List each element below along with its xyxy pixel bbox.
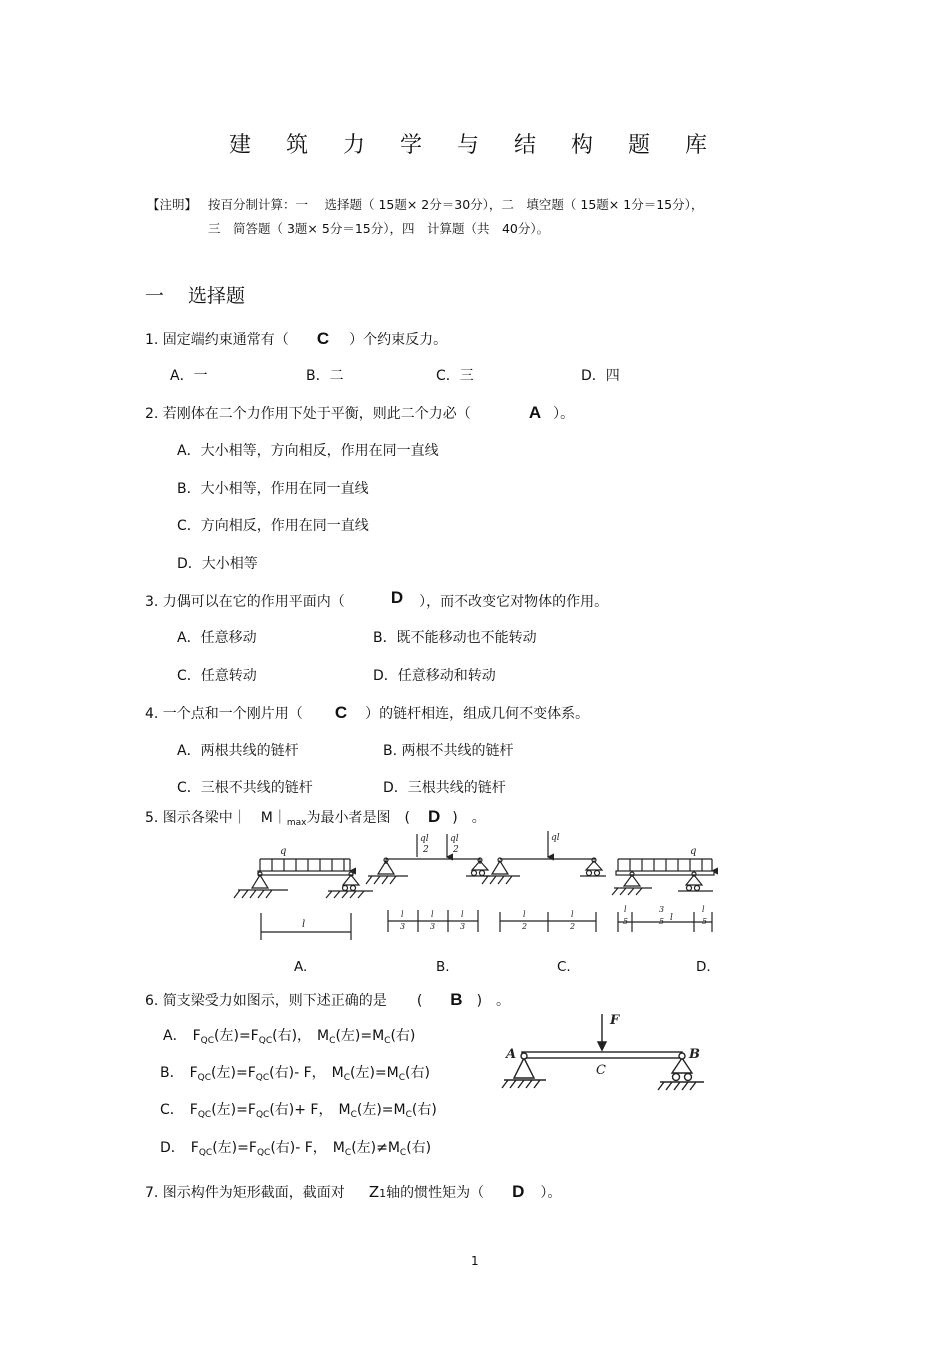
note-line-1: 按百分制计算：一 选择题（ 15题× 2分＝30分），二 填空题（ 15题× 1分＝15分）， — [208, 197, 704, 212]
q5-fig-label-a: A. — [294, 959, 308, 975]
question-4-text-end: ）的链杆相连，组成几何不变体系。 — [365, 706, 590, 722]
section-title: 选择题 — [188, 285, 246, 307]
question-4 — [145, 703, 589, 723]
q1-option-d: D．四 — [581, 368, 620, 384]
question-2-answer: A — [528, 403, 542, 422]
q6-option-b: B． $F_{QC}$(左)$=F_{QC}$(右)- F， $M_C$(左)$=M_C$(右) — [160, 1065, 430, 1083]
question-6 — [145, 990, 510, 1010]
question-7-text-mid: 轴的惯性矩为（ — [386, 1185, 485, 1201]
beam-b-2-label-2: 2 — [453, 845, 459, 855]
question-3-text: 3. 力偶可以在它的作用平面内（ — [145, 594, 345, 610]
q6-point-b-label: B — [689, 1047, 700, 1062]
beam-c-d1: 2 — [522, 922, 528, 931]
question-5-answer: D — [427, 807, 441, 826]
question-7-text: 7. 图示构件为矩形截面，截面对 — [145, 1185, 345, 1201]
beam-d-l1: l — [624, 905, 627, 914]
q3-option-d: D．任意移动和转动 — [373, 668, 496, 684]
question-5-text-mid: 为最小者是图 ( — [306, 810, 410, 826]
question-5-text-end: ) 。 — [452, 810, 486, 826]
q2-option-d: D．大小相等 — [177, 556, 258, 572]
page-title: 建 筑 力 学 与 结 构 题 库 — [229, 133, 721, 158]
question-7-answer: D — [512, 1182, 525, 1201]
q2-option-c: C．方向相反，作用在同一直线 — [177, 518, 369, 534]
q5-fig-label-b: B. — [436, 959, 450, 975]
q5-fig-label-c: C. — [557, 959, 571, 975]
beam-d-l2: l — [670, 913, 673, 923]
question-6-paren: ( — [416, 993, 423, 1009]
beam-c-ql-label: ql — [551, 833, 560, 843]
question-6-answer: B — [450, 990, 463, 1009]
beam-d-q-label: q — [690, 846, 697, 857]
beam-c — [482, 831, 606, 932]
beam-b-2-label-1: 2 — [423, 845, 429, 855]
beam-c-l1: l — [523, 910, 526, 919]
question-3 — [145, 588, 609, 611]
question-1-answer: C — [316, 329, 330, 348]
q4-option-a: A．两根共线的链杆 — [177, 743, 299, 759]
question-3-answer: D — [390, 588, 404, 607]
beam-d-d2: 5 — [659, 917, 665, 926]
beam-b-d1: 3 — [400, 922, 406, 931]
question-1-text-end: ）个约束反力。 — [349, 332, 448, 348]
question-7-axis-sub: 1 — [379, 1187, 387, 1200]
question-1 — [145, 329, 447, 349]
q3-option-b: B．既不能移动也不能转动 — [373, 630, 537, 646]
q5-fig-label-d: D. — [696, 959, 711, 975]
question-7-axis: Z — [368, 1183, 380, 1201]
section-number: 一 — [145, 285, 165, 307]
beam-b-ql-label-2: ql — [450, 834, 459, 844]
q3-option-c: C．任意转动 — [177, 668, 257, 684]
q1-option-a: A．一 — [170, 368, 208, 384]
q6-simple-beam-figure — [498, 1010, 708, 1100]
q1-option-c: C．三 — [436, 368, 474, 384]
q4-option-b: B. 两根不共线的链杆 — [383, 743, 514, 759]
question-6-text-end: ) 。 — [476, 993, 511, 1009]
question-5-sub: max — [286, 818, 307, 828]
q6-option-c: C． $F_{QC}$(左)$=F_{QC}$(右)+ F， $M_C$(左)$=M_C$(右) — [160, 1102, 437, 1120]
note-line-2: 三 简答题（ 3题× 5分＝15分），四 计算题（共 40分）。 — [208, 221, 550, 236]
beam-b-ql-label-1: ql — [420, 834, 429, 844]
q6-option-a: A． $F_{QC}$(左)$=F_{QC}$(右)， $M_C$(左)$=M_C$(右) — [163, 1028, 416, 1046]
beam-c-l2: l — [571, 910, 574, 919]
beam-b-l3: l — [461, 910, 464, 919]
q4-option-d: D．三根共线的链杆 — [383, 780, 506, 796]
question-5-text: 5. 图示各梁中｜ M｜ — [145, 810, 287, 826]
q6-point-a-label: A — [506, 1047, 517, 1062]
q3-option-a: A．任意移动 — [177, 630, 257, 646]
q6-option-d: D． $F_{QC}$(左)$=F_{QC}$(右)- F， $M_C$(左)$\ne M_C$(右) — [160, 1140, 432, 1158]
q4-option-c: C．三根不共线的链杆 — [177, 780, 313, 796]
q5-beam-figures — [228, 828, 728, 948]
beam-d-3: 3 — [659, 905, 665, 914]
q2-option-b: B．大小相等，作用在同一直线 — [177, 481, 369, 497]
beam-b-d2: 3 — [430, 922, 436, 931]
question-2-text-end: ）。 — [553, 406, 575, 422]
question-1-text: 1. 固定端约束通常有（ — [145, 332, 289, 348]
beam-d-d1: 5 — [623, 917, 629, 926]
beam-d-l3: l — [702, 905, 705, 914]
question-2 — [145, 403, 574, 423]
beam-a-l-label: l — [302, 919, 306, 930]
page-number: 1 — [471, 1254, 479, 1268]
q1-option-b: B．二 — [306, 368, 344, 384]
question-3-text-end: ），而不改变它对物体的作用。 — [419, 594, 609, 610]
question-4-text: 4. 一个点和一个刚片用（ — [145, 706, 303, 722]
q6-point-c-label: C — [596, 1063, 606, 1078]
beam-d-d3: 5 — [702, 917, 708, 926]
beam-b-l1: l — [401, 910, 404, 919]
beam-b-d3: 3 — [460, 922, 466, 931]
question-4-answer: C — [334, 703, 348, 722]
question-6-text: 6. 简支梁受力如图示，则下述正确的是 — [145, 993, 387, 1009]
question-2-text: 2. 若刚体在二个力作用下处于平衡，则此二个力必（ — [145, 406, 471, 422]
note-label: 【注明】 — [147, 197, 198, 212]
q2-option-a: A．大小相等，方向相反，作用在同一直线 — [177, 443, 439, 459]
question-7-text-end: ）。 — [540, 1185, 562, 1201]
beam-a-q-label: q — [280, 846, 287, 857]
beam-c-d2: 2 — [570, 922, 576, 931]
beam-b-l2: l — [431, 910, 434, 919]
question-5 — [145, 807, 486, 828]
q6-force-label: F — [610, 1013, 620, 1028]
question-7 — [145, 1182, 561, 1202]
